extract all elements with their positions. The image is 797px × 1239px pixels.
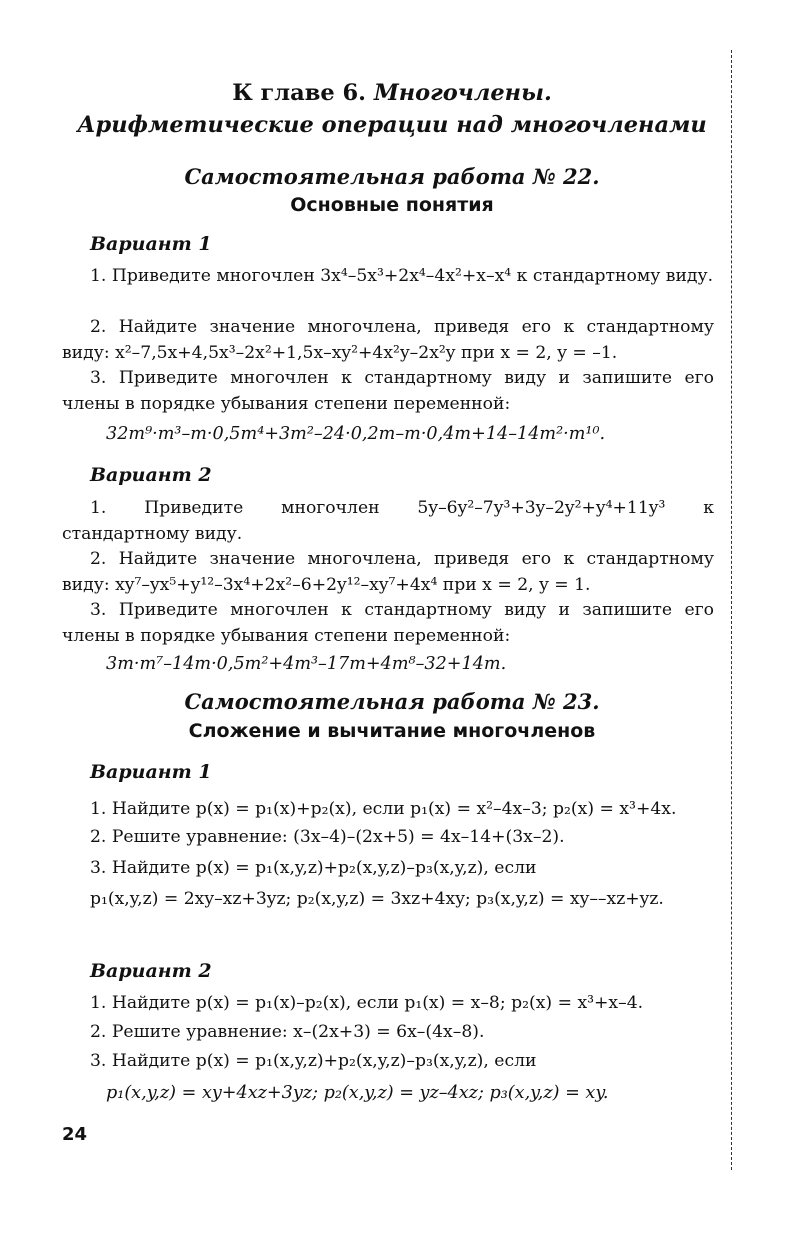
work-23-v1-formula: p₁(x,y,z) = 2xy–xz+3yz; p₂(x,y,z) = 3xz+4xy; p₃(x,y,z) = xy––xz+yz. [90, 889, 664, 909]
work-23-v2-formula: p₁(x,y,z) = xy+4xz+3yz; p₂(x,y,z) = yz–4xz; p₃(x,y,z) = xy. [106, 1083, 609, 1103]
work-22-v1-task-3: 3. Приведите многочлен к стандартному виду и запишите его члены в порядке убывания степени переменной: [62, 368, 714, 414]
work-22-variant-2-label: Вариант 2 [90, 464, 212, 486]
chapter-title: К главе 6. Многочлены. [232, 80, 552, 106]
work-23-heading: Самостоятельная работа № 23. [184, 689, 600, 714]
work-22-heading: Самостоятельная работа № 22. [184, 164, 600, 189]
work-22-v2-task-3: 3. Приведите многочлен к стандартному виду и запишите его члены в порядке убывания степени переменной: [62, 600, 714, 646]
work-23-v2-task-2: 2. Решите уравнение: x–(2x+3) = 6x–(4x–8). [90, 1022, 485, 1042]
work-23-v1-task-1: 1. Найдите p(x) = p₁(x)+p₂(x), если p₁(x) = x²–4x–3; p₂(x) = x³+4x. [90, 799, 677, 819]
chapter-subtitle: Арифметические операции над многочленами [77, 112, 707, 138]
work-22-variant-1-label: Вариант 1 [90, 233, 212, 255]
work-23-v2-task-1: 1. Найдите p(x) = p₁(x)–p₂(x), если p₁(x) = x–8; p₂(x) = x³+x–4. [90, 993, 644, 1013]
work-22-v2-task-2: 2. Найдите значение многочлена, приведя его к стандартному виду: xy⁷–yx⁵+y¹²–3x⁴+2x²–6+2y¹²–xy⁷+4x⁴ при x = 2, y = 1. [62, 549, 714, 595]
page-number: 24 [62, 1124, 88, 1145]
work-22-v1-formula: 32m⁹·m³–m·0,5m⁴+3m²–24·0,2m–m·0,4m+14–14m²·m¹⁰. [106, 424, 606, 444]
work-23-v1-task-2: 2. Решите уравнение: (3x–4)–(2x+5) = 4x–14+(3x–2). [90, 827, 565, 847]
work-22-v2-task-1: 1. Приведите многочлен 5y–6y²–7y³+3y–2y²+y⁴+11y³ к стандартному виду. [62, 498, 714, 544]
margin-rule [731, 50, 732, 1170]
work-22-v2-formula: 3m·m⁷–14m·0,5m²+4m³–17m+4m⁸–32+14m. [106, 654, 507, 674]
work-23-variant-2-label: Вариант 2 [90, 960, 212, 982]
work-22-v1-task-1: 1. Приведите многочлен 3x⁴–5x³+2x⁴–4x²+x–x⁴ к стандартному виду. [90, 266, 714, 286]
work-23-variant-1-label: Вариант 1 [90, 761, 212, 783]
work-22-topic: Основные понятия [290, 194, 494, 216]
work-23-v2-task-3: 3. Найдите p(x) = p₁(x,y,z)+p₂(x,y,z)–p₃(x,y,z), если [90, 1051, 537, 1071]
work-23-v1-task-3: 3. Найдите p(x) = p₁(x,y,z)+p₂(x,y,z)–p₃(x,y,z), если [90, 858, 537, 878]
work-23-topic: Сложение и вычитание многочленов [188, 720, 596, 742]
work-22-v1-task-2: 2. Найдите значение многочлена, приведя его к стандартному виду: x²–7,5x+4,5x³–2x²+1,5x–xy²+4x²y–2x²y при x = 2, y = –1. [62, 317, 714, 363]
